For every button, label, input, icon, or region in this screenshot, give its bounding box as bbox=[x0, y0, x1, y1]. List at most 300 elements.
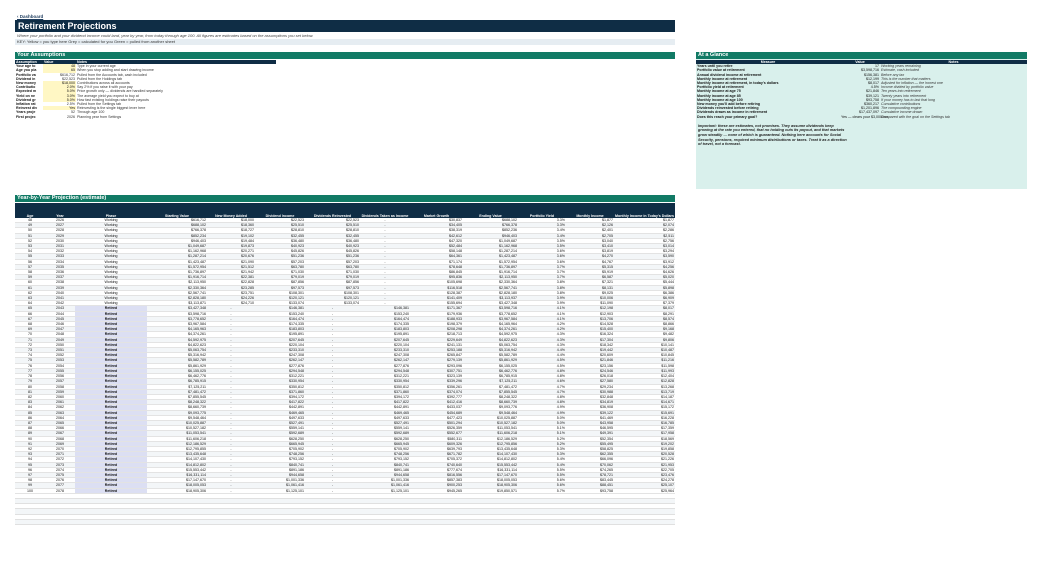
projection-cell: $11,993 bbox=[614, 368, 675, 373]
projection-cell: $18,005,053 bbox=[147, 483, 207, 488]
projection-cell: $28,810 bbox=[255, 228, 305, 233]
projection-cell: 51 bbox=[15, 233, 45, 238]
projection-cell: - bbox=[360, 290, 410, 295]
projection-cell: $183,803 bbox=[360, 327, 410, 332]
assumption-value[interactable]: Yes bbox=[43, 106, 76, 110]
projection-cell: 3.4% bbox=[518, 233, 566, 238]
projection-cell: $1,001,336 bbox=[360, 478, 410, 483]
projection-cell: $5,582,789 bbox=[463, 353, 518, 358]
projection-cell: 4.3% bbox=[518, 337, 566, 342]
glance-title: At a Glance bbox=[696, 52, 1027, 59]
phase-cell: Working bbox=[75, 301, 147, 306]
glance-value: $17,437,097 bbox=[859, 110, 879, 115]
projection-cell: 2060 bbox=[45, 394, 75, 399]
projection-cell: $946,403 bbox=[463, 233, 518, 238]
projection-cell: - bbox=[207, 342, 255, 347]
projection-cell: $1,162,968 bbox=[463, 244, 518, 249]
projection-cell: $307,751 bbox=[410, 368, 463, 373]
projection-cell: $58,148 bbox=[410, 249, 463, 254]
projection-cell: $12,186,529 bbox=[463, 436, 518, 441]
projection-cell: 53 bbox=[15, 244, 45, 249]
projection-cell: 2066 bbox=[45, 426, 75, 431]
assumption-value[interactable]: 48 bbox=[43, 64, 76, 68]
projection-cell: $241,131 bbox=[410, 342, 463, 347]
projection-cell: $25,510 bbox=[255, 223, 305, 228]
projection-cell: $66,096 bbox=[566, 457, 614, 462]
assumption-value: 52 bbox=[43, 110, 76, 114]
assumptions-title: Your Assumptions bbox=[15, 52, 675, 59]
projection-cell: $78,648 bbox=[410, 264, 463, 269]
projection-cell: $21,953 bbox=[614, 462, 675, 467]
projection-cell: $17,147,670 bbox=[147, 478, 207, 483]
projection-cell: 2034 bbox=[45, 259, 75, 264]
projection-row bbox=[15, 488, 675, 493]
projection-cell: - bbox=[305, 405, 360, 410]
projection-cell: $183,803 bbox=[255, 327, 305, 332]
projection-cell: $97,573 bbox=[305, 285, 360, 290]
projection-cell: 5.7% bbox=[518, 488, 566, 493]
projection-cell: $164,474 bbox=[360, 316, 410, 321]
phase-cell: Retired bbox=[75, 478, 147, 483]
projection-cell: $277,876 bbox=[360, 363, 410, 368]
projection-cell: $944,658 bbox=[255, 472, 305, 477]
projection-cell: - bbox=[207, 415, 255, 420]
projection-cell: - bbox=[305, 462, 360, 467]
projection-cell: $14,187 bbox=[614, 394, 675, 399]
assumption-note: How fast existing holdings raise their payouts bbox=[77, 97, 149, 102]
projection-cell: 90 bbox=[15, 436, 45, 441]
glance-note: Adjusted for inflation — the honest one bbox=[881, 81, 943, 86]
projection-cell: $4,767 bbox=[566, 259, 614, 264]
projection-cell: 5.2% bbox=[518, 441, 566, 446]
projection-cell: $3,967,584 bbox=[463, 316, 518, 321]
projection-cell: $88,451 bbox=[566, 483, 614, 488]
projection-cell: $559,141 bbox=[360, 426, 410, 431]
projection-cell: - bbox=[207, 358, 255, 363]
projection-cell: 2055 bbox=[45, 368, 75, 373]
projection-cell: 5.5% bbox=[518, 467, 566, 472]
projection-cell: $108,301 bbox=[255, 290, 305, 295]
phase-cell: Retired bbox=[75, 342, 147, 347]
projection-cell: $4,165,964 bbox=[463, 322, 518, 327]
projection-cell: 72 bbox=[15, 342, 45, 347]
projection-cell: $7,379 bbox=[614, 301, 675, 306]
assumption-label: Years proje bbox=[16, 110, 36, 115]
projection-cell: - bbox=[360, 301, 410, 306]
projection-cell: $3,912 bbox=[614, 259, 675, 264]
projection-cell: 4.4% bbox=[518, 353, 566, 358]
projection-cell: $4,822,623 bbox=[463, 337, 518, 342]
projection-cell: $19,102 bbox=[207, 233, 255, 238]
projection-cell: $592,689 bbox=[360, 431, 410, 436]
projection-cell: $8,866 bbox=[614, 322, 675, 327]
assumption-note: Planning year from Settings bbox=[77, 114, 122, 119]
projection-cell: - bbox=[305, 415, 360, 420]
projection-cell: $24,278 bbox=[614, 478, 675, 483]
glance-value: $21,846 bbox=[866, 89, 879, 94]
projection-cell: $262,147 bbox=[360, 358, 410, 363]
glance-value: $360,217 bbox=[864, 102, 879, 107]
projection-cell: $2,828,180 bbox=[147, 296, 207, 301]
projection-cell: 3.3% bbox=[518, 223, 566, 228]
projection-cell: - bbox=[305, 441, 360, 446]
projection-cell: $55,495 bbox=[566, 441, 614, 446]
projection-cell: $7,125,211 bbox=[463, 379, 518, 384]
projection-cell: 5.4% bbox=[518, 462, 566, 467]
projection-cell: $32,455 bbox=[255, 233, 305, 238]
projection-cell: $816,556 bbox=[410, 472, 463, 477]
projection-cell: 2077 bbox=[45, 483, 75, 488]
projection-cell: - bbox=[305, 337, 360, 342]
projection-cell: - bbox=[305, 348, 360, 353]
projection-cell: - bbox=[360, 223, 410, 228]
projection-cell: 2026 bbox=[45, 218, 75, 223]
phase-cell: Retired bbox=[75, 452, 147, 457]
glance-note: If your money has to last that long bbox=[881, 97, 935, 102]
projection-cell: $34,819 bbox=[566, 400, 614, 405]
projection-cell: $25,510 bbox=[305, 223, 360, 228]
projection-cell: 4.8% bbox=[518, 400, 566, 405]
projection-cell: $18,000 bbox=[207, 218, 255, 223]
projection-cell: $13,435,648 bbox=[147, 452, 207, 457]
projection-cell: $1,877 bbox=[566, 218, 614, 223]
phase-cell: Retired bbox=[75, 353, 147, 358]
projection-cell: - bbox=[360, 280, 410, 285]
projection-col-header: Dividends Taken as Income bbox=[360, 203, 410, 218]
projection-cell: $83,445 bbox=[566, 478, 614, 483]
glance-note: Compared with the goal on the Settings tab bbox=[881, 114, 950, 119]
projection-cell: 3.8% bbox=[518, 280, 566, 285]
phase-cell: Retired bbox=[75, 457, 147, 462]
projection-cell: - bbox=[207, 306, 255, 311]
phase-cell: Retired bbox=[75, 358, 147, 363]
projection-col-header: Age bbox=[15, 203, 45, 218]
projection-cell: - bbox=[207, 472, 255, 477]
projection-cell: $174,335 bbox=[360, 322, 410, 327]
projection-cell: $4,374,261 bbox=[147, 332, 207, 337]
projection-cell: $108,301 bbox=[305, 290, 360, 295]
projection-cell: $20,609 bbox=[566, 353, 614, 358]
projection-cell: $13,706 bbox=[566, 316, 614, 321]
projection-cell: 4.5% bbox=[518, 358, 566, 363]
projection-cell: $87,856 bbox=[305, 280, 360, 285]
projection-cell: 4.1% bbox=[518, 311, 566, 316]
projection-cell: $5,020 bbox=[614, 275, 675, 280]
projection-cell: $3,819 bbox=[566, 249, 614, 254]
projection-cell: $8,660,739 bbox=[463, 400, 518, 405]
projection-cell: $671,782 bbox=[410, 452, 463, 457]
phase-cell: Working bbox=[75, 249, 147, 254]
phase-cell: Working bbox=[75, 259, 147, 264]
assumption-label: Contributio bbox=[16, 85, 36, 90]
projection-col-header: Monthly Income in Today's Dollars bbox=[614, 203, 675, 218]
projection-cell: 3.5% bbox=[518, 238, 566, 243]
projection-cell: 59 bbox=[15, 275, 45, 280]
projection-cell: $3,113,871 bbox=[147, 301, 207, 306]
projection-cell: 87 bbox=[15, 420, 45, 425]
assumption-label: Expected m bbox=[16, 89, 37, 94]
glance-note: Cumulative income drawn bbox=[881, 110, 923, 115]
projection-cell: $6,462,776 bbox=[463, 368, 518, 373]
projection-cell: $394,172 bbox=[360, 394, 410, 399]
projection-col-header: Dividend Income bbox=[255, 203, 305, 218]
assumption-value: $616,712 bbox=[43, 73, 76, 77]
projection-cell: $793,152 bbox=[360, 457, 410, 462]
projection-cell: $8,248,322 bbox=[463, 394, 518, 399]
phase-cell: Working bbox=[75, 296, 147, 301]
projection-cell: $32,848 bbox=[566, 394, 614, 399]
projection-cell: $40,923 bbox=[255, 244, 305, 249]
projection-cell: 79 bbox=[15, 379, 45, 384]
empty-rows bbox=[15, 494, 675, 525]
projection-cell: - bbox=[305, 467, 360, 472]
projection-col-header: Phase bbox=[75, 203, 147, 218]
glance-col-header: Notes bbox=[880, 60, 1027, 64]
projection-cell: - bbox=[360, 254, 410, 259]
glance-value: $1,201,896 bbox=[861, 106, 879, 111]
projection-cell: 2054 bbox=[45, 363, 75, 368]
assumption-value: 2.5% bbox=[43, 102, 76, 106]
glance-note: The compounding engine bbox=[881, 106, 922, 111]
projection-cell: $1,049,687 bbox=[463, 238, 518, 243]
projection-cell: 2065 bbox=[45, 420, 75, 425]
projection-cell: $442,891 bbox=[255, 405, 305, 410]
projection-cell: 3.8% bbox=[518, 290, 566, 295]
projection-cell: $18,727 bbox=[207, 228, 255, 233]
projection-cell: 4.4% bbox=[518, 348, 566, 353]
projection-cell: $748,256 bbox=[360, 452, 410, 457]
projection-cell: $1,287,214 bbox=[147, 254, 207, 259]
projection-cell: $6,785,915 bbox=[463, 374, 518, 379]
projection-cell: $146,381 bbox=[360, 306, 410, 311]
projection-cell: 2033 bbox=[45, 254, 75, 259]
projection-cell: $253,188 bbox=[410, 348, 463, 353]
projection-cell: $3,410 bbox=[566, 244, 614, 249]
projection-cell: $2,567,741 bbox=[463, 285, 518, 290]
projection-cell: - bbox=[360, 264, 410, 269]
projection-cell: 5.1% bbox=[518, 431, 566, 436]
phase-cell: Working bbox=[75, 233, 147, 238]
phase-cell: Working bbox=[75, 238, 147, 243]
projection-cell: $10,025,887 bbox=[147, 420, 207, 425]
projection-cell: - bbox=[207, 478, 255, 483]
projection-cell: $47,320 bbox=[410, 238, 463, 243]
projection-cell: $36,480 bbox=[255, 238, 305, 243]
projection-cell: $18,360 bbox=[207, 223, 255, 228]
projection-cell: $477,423 bbox=[410, 415, 463, 420]
projection-cell: $501,294 bbox=[410, 420, 463, 425]
projection-cell: $469,465 bbox=[255, 410, 305, 415]
assumptions-col-header: Value bbox=[43, 60, 76, 64]
projection-cell: 66 bbox=[15, 311, 45, 316]
projection-cell: $22,523 bbox=[255, 218, 305, 223]
projection-cell: $840,741 bbox=[360, 462, 410, 467]
projection-cell: $45,826 bbox=[255, 249, 305, 254]
phase-cell: Retired bbox=[75, 467, 147, 472]
projection-cell: - bbox=[207, 311, 255, 316]
projection-cell: 4.2% bbox=[518, 322, 566, 327]
projection-cell: 5.3% bbox=[518, 446, 566, 451]
assumption-value[interactable]: 3.0% bbox=[43, 94, 76, 98]
projection-cell: $247,308 bbox=[360, 353, 410, 358]
projection-cell: $63,780 bbox=[255, 264, 305, 269]
projection-cell: $133,074 bbox=[305, 301, 360, 306]
projection-cell: - bbox=[305, 426, 360, 431]
projection-cell: $52,354 bbox=[566, 436, 614, 441]
glance-value: $39,121 bbox=[866, 93, 879, 98]
projection-cell: - bbox=[207, 410, 255, 415]
projection-cell: $6,909 bbox=[614, 296, 675, 301]
assumption-label: Your age to bbox=[16, 64, 36, 69]
projection-cell: 2046 bbox=[45, 322, 75, 327]
projection-cell: $1,736,897 bbox=[147, 270, 207, 275]
phase-cell: Retired bbox=[75, 368, 147, 373]
projection-cell: $229,649 bbox=[410, 337, 463, 342]
projection-cell: 2056 bbox=[45, 374, 75, 379]
projection-cell: - bbox=[305, 316, 360, 321]
projection-cell: 73 bbox=[15, 348, 45, 353]
projection-cell: $1,916,714 bbox=[463, 270, 518, 275]
phase-cell: Retired bbox=[75, 483, 147, 488]
projection-cell: 2035 bbox=[45, 264, 75, 269]
projection-cell: 94 bbox=[15, 457, 45, 462]
projection-cell: $15,553,442 bbox=[147, 467, 207, 472]
projection-col-header: Monthly Income bbox=[566, 203, 614, 218]
projection-cell: $46,595 bbox=[566, 426, 614, 431]
projection-cell: - bbox=[207, 400, 255, 405]
projection-cell: $64,361 bbox=[410, 254, 463, 259]
projection-cell: $155,694 bbox=[410, 301, 463, 306]
projection-cell: $900,253 bbox=[410, 483, 463, 488]
assumption-label: Inflation rat bbox=[16, 102, 36, 107]
projection-cell: $6,462,776 bbox=[147, 374, 207, 379]
projection-cell: $3,427,348 bbox=[147, 306, 207, 311]
projection-cell: $87,856 bbox=[255, 280, 305, 285]
projection-cell: $153,240 bbox=[360, 311, 410, 316]
projection-cell: 2058 bbox=[45, 384, 75, 389]
projection-cell: $2,401 bbox=[566, 228, 614, 233]
projection-cell: $665,945 bbox=[255, 441, 305, 446]
projection-cell: $18,905,306 bbox=[147, 488, 207, 493]
projection-cell: $14,812,802 bbox=[463, 457, 518, 462]
projection-cell: 5.3% bbox=[518, 452, 566, 457]
glance-note: Working years remaining bbox=[881, 64, 921, 69]
projection-cell: 77 bbox=[15, 368, 45, 373]
assumption-value[interactable]: $18,000 bbox=[43, 81, 76, 85]
projection-cell: 5.5% bbox=[518, 472, 566, 477]
glance-measure: Monthly income at age 75 bbox=[697, 89, 741, 94]
projection-cell: $3,598,716 bbox=[463, 306, 518, 311]
projection-cell: $766,378 bbox=[147, 228, 207, 233]
projection-cell: 3.3% bbox=[518, 218, 566, 223]
projection-cell: 5.0% bbox=[518, 415, 566, 420]
assumption-value[interactable]: 2.0% bbox=[43, 85, 76, 89]
assumption-note: Say 2% if you raise it with your pay bbox=[77, 85, 133, 90]
assumptions-col-header: Assumption bbox=[15, 60, 43, 64]
phase-cell: Retired bbox=[75, 337, 147, 342]
projection-cell: 2040 bbox=[45, 290, 75, 295]
projection-cell: - bbox=[207, 405, 255, 410]
projection-cell: $5,582,789 bbox=[147, 358, 207, 363]
projection-cell: 2030 bbox=[45, 238, 75, 243]
projection-cell: $3,040 bbox=[566, 238, 614, 243]
projection-cell: $12,795,856 bbox=[463, 441, 518, 446]
projection-cell: 2043 bbox=[45, 306, 75, 311]
projection-cell: $852,234 bbox=[147, 233, 207, 238]
projection-cell: $19,442 bbox=[566, 348, 614, 353]
projection-cell: $8,248,322 bbox=[147, 400, 207, 405]
projection-cell: 5.6% bbox=[518, 478, 566, 483]
assumption-value[interactable]: 65 bbox=[43, 68, 76, 72]
glance-measure: Dividends drawn as income in retirement bbox=[697, 110, 768, 115]
projection-cell: $628,250 bbox=[255, 436, 305, 441]
projection-cell: $5,444 bbox=[614, 280, 675, 285]
projection-cell: $766,378 bbox=[463, 223, 518, 228]
projection-cell: $3,014 bbox=[614, 244, 675, 249]
projection-cell: - bbox=[207, 446, 255, 451]
projection-cell: $116,518 bbox=[410, 285, 463, 290]
phase-cell: Working bbox=[75, 244, 147, 249]
projection-col-header: Year bbox=[45, 203, 75, 218]
glance-value: $12,199 bbox=[866, 76, 879, 81]
assumption-value[interactable]: 5.0% bbox=[43, 98, 76, 102]
phase-cell: Retired bbox=[75, 384, 147, 389]
projection-cell: $527,491 bbox=[360, 420, 410, 425]
glance-measure: Annual dividend income at retirement bbox=[697, 72, 762, 77]
projection-cell: - bbox=[360, 285, 410, 290]
projection-cell: $11,216 bbox=[614, 358, 675, 363]
glance-measure: Monthly income at age 100 bbox=[697, 97, 743, 102]
empty-row bbox=[15, 520, 675, 525]
glance-value: $3,598,716 bbox=[861, 68, 879, 73]
projection-cell: 74 bbox=[15, 353, 45, 358]
projection-cell: $20,528 bbox=[614, 452, 675, 457]
projection-cell: $207,645 bbox=[360, 337, 410, 342]
phase-cell: Retired bbox=[75, 394, 147, 399]
projection-cell: - bbox=[305, 306, 360, 311]
projection-cell: $4,165,963 bbox=[147, 327, 207, 332]
phase-cell: Retired bbox=[75, 415, 147, 420]
projection-cell: 2078 bbox=[45, 488, 75, 493]
assumption-value[interactable]: 5.0% bbox=[43, 89, 76, 93]
projection-cell: 2038 bbox=[45, 280, 75, 285]
projection-cell: $15,691 bbox=[614, 410, 675, 415]
phase-cell: Retired bbox=[75, 374, 147, 379]
glance-disclaimer: Important: these are estimates, not promises. They assume dividends keep growing at the rate you entered, that no holding cuts its payout, and that markets grow steadily — none of which is guaranteed. Nothing here accounts for Social Security, pensions, required minimum distributions or taxes. Treat it as a direction of travel, not a forecast. bbox=[698, 123, 847, 147]
phase-cell: Working bbox=[75, 218, 147, 223]
glance-measure: New money you'll add before retiring bbox=[697, 102, 760, 107]
projection-cell: 2041 bbox=[45, 296, 75, 301]
projection-cell: 2027 bbox=[45, 223, 75, 228]
projection-cell: $1,877 bbox=[614, 218, 675, 223]
projection-cell: $777,674 bbox=[410, 467, 463, 472]
projection-cell: - bbox=[207, 452, 255, 457]
phase-cell: Retired bbox=[75, 311, 147, 316]
projection-cell: - bbox=[207, 327, 255, 332]
phase-cell: Working bbox=[75, 228, 147, 233]
projection-cell: $63,780 bbox=[305, 264, 360, 269]
phase-cell: Working bbox=[75, 280, 147, 285]
projection-cell: - bbox=[305, 488, 360, 493]
dashboard-back-link[interactable]: ‹ Dashboard bbox=[17, 14, 44, 19]
projection-cell: 70 bbox=[15, 332, 45, 337]
projection-cell: $1,572,954 bbox=[463, 259, 518, 264]
projection-cell: $12,903 bbox=[566, 311, 614, 316]
projection-cell: $2,126 bbox=[566, 223, 614, 228]
projection-cell: 2062 bbox=[45, 405, 75, 410]
projection-cell: - bbox=[207, 462, 255, 467]
projection-cell: 2045 bbox=[45, 316, 75, 321]
